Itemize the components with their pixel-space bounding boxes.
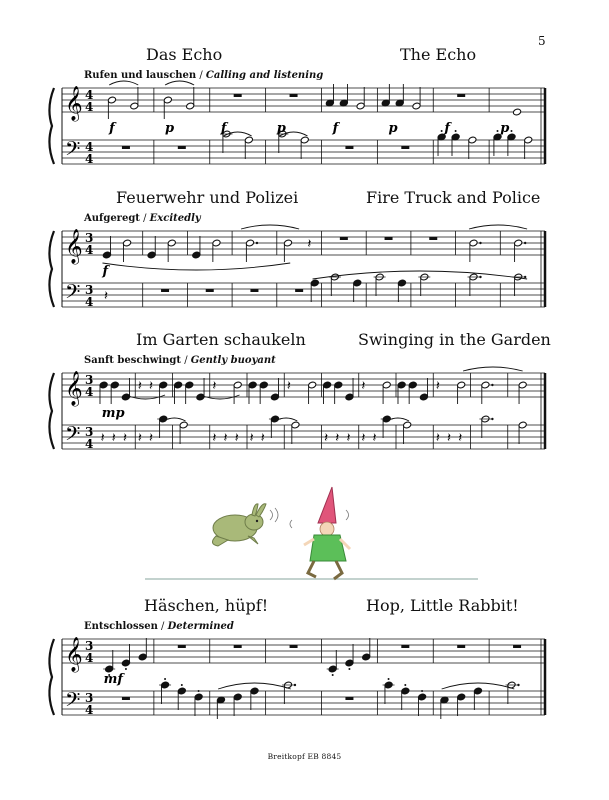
- slur: [463, 367, 523, 371]
- time-signature-top: 4: [85, 140, 94, 154]
- dynamic-marking: p: [388, 121, 398, 136]
- whole-rest: [401, 645, 409, 648]
- staccato-dot: [510, 130, 512, 132]
- time-signature-top: 3: [85, 231, 94, 245]
- slur: [241, 225, 299, 229]
- augmentation-dot: [524, 242, 526, 244]
- quarter-rest: 𝄽: [458, 431, 463, 446]
- whole-rest: [429, 237, 437, 240]
- augmentation-dot: [479, 242, 481, 244]
- whole-rest: [401, 146, 409, 149]
- augmentation-dot: [491, 384, 493, 386]
- whole-rest: [340, 237, 348, 240]
- whole-rest: [290, 94, 298, 97]
- whole-rest: [513, 645, 521, 648]
- augmentation-dot: [256, 242, 258, 244]
- staccato-dot: [388, 678, 390, 680]
- treble-clef: 𝄞: [65, 371, 83, 406]
- brace: [49, 639, 54, 715]
- augmentation-dot: [479, 276, 481, 278]
- bass-clef: 𝄢: [65, 422, 81, 450]
- staccato-dot: [164, 678, 166, 680]
- publisher-footer: Breitkopf EB 8845: [267, 752, 342, 761]
- whole-rest: [457, 645, 465, 648]
- piece-title-de: Im Garten schaukeln: [136, 330, 306, 349]
- grand-staff: [49, 225, 545, 309]
- quarter-rest: 𝄽: [149, 431, 153, 446]
- quarter-rest: 𝄽: [137, 379, 142, 394]
- tempo-marking: Rufen und lauschen / Calling and listening: [84, 70, 324, 81]
- staccato-dot: [404, 684, 406, 686]
- quarter-rest: 𝄽: [286, 379, 291, 394]
- whole-rest: [178, 645, 186, 648]
- time-signature-bottom: 4: [85, 243, 94, 257]
- dynamic-marking: f: [102, 264, 109, 279]
- quarter-rest: 𝄽: [361, 431, 366, 446]
- slur: [313, 271, 528, 279]
- bass-clef: 𝄢: [65, 688, 81, 716]
- brace: [49, 88, 54, 164]
- dynamic-marking: mp: [101, 406, 125, 421]
- quarter-rest: 𝄽: [149, 379, 153, 394]
- grand-staff: [49, 81, 545, 166]
- treble-clef: 𝄞: [65, 86, 83, 121]
- staccato-dot: [125, 668, 127, 670]
- time-signature-top: 4: [85, 88, 94, 102]
- page-number: 5: [538, 34, 546, 48]
- time-signature-bottom: 4: [85, 703, 94, 717]
- whole-rest: [290, 645, 298, 648]
- tempo-marking: Aufgeregt / Excitedly: [84, 213, 201, 224]
- whole-rest: [385, 237, 393, 240]
- quarter-rest: 𝄽: [335, 431, 340, 446]
- whole-rest: [345, 697, 353, 700]
- slur: [165, 81, 194, 85]
- whole-rest: [250, 289, 258, 292]
- time-signature-bottom: 4: [85, 651, 94, 665]
- whole-rest: [122, 146, 130, 149]
- tempo-marking: Sanft beschwingt / Gently buoyant: [84, 355, 276, 366]
- quarter-rest: 𝄽: [137, 431, 142, 446]
- augmentation-dot: [294, 684, 296, 686]
- treble-clef: 𝄞: [65, 229, 83, 264]
- grand-staff: [49, 637, 545, 719]
- quarter-rest: 𝄽: [435, 431, 440, 446]
- quarter-rest: 𝄽: [122, 431, 127, 446]
- music-system-3: [0, 365, 609, 465]
- staccato-dot: [455, 130, 457, 132]
- bass-clef: 𝄢: [65, 280, 81, 308]
- piece-title-de: Das Echo: [146, 45, 223, 64]
- quarter-rest: 𝄽: [223, 431, 228, 446]
- whole-rest: [206, 289, 214, 292]
- quarter-rest: 𝄽: [361, 379, 366, 394]
- quarter-rest: 𝄽: [260, 431, 265, 446]
- whole-rest: [345, 146, 353, 149]
- brace: [49, 373, 54, 449]
- quarter-rest: 𝄽: [346, 431, 351, 446]
- time-signature-bottom: 4: [85, 385, 94, 399]
- dynamic-marking: f: [444, 121, 451, 136]
- time-signature-bottom: 4: [85, 295, 94, 309]
- time-signature-top: 3: [85, 425, 94, 439]
- music-system-4: [0, 631, 609, 731]
- grand-staff: [49, 367, 545, 451]
- staccato-dot: [332, 674, 334, 676]
- staccato-dot: [497, 130, 499, 132]
- quarter-rest: 𝄽: [100, 431, 105, 446]
- whole-rest: [122, 697, 130, 700]
- piece-title-en: Swinging in the Garden: [358, 330, 551, 349]
- time-signature-top: 3: [85, 639, 94, 653]
- tempo-marking: Entschlossen / Determined: [84, 621, 234, 632]
- dynamic-marking: p: [276, 121, 286, 136]
- dynamic-marking: p: [165, 121, 175, 136]
- time-signature-top: 3: [85, 283, 94, 297]
- staccato-dot: [348, 668, 350, 670]
- dynamic-marking: mf: [103, 672, 123, 687]
- staccato-dot: [421, 690, 423, 692]
- dynamic-marking: p: [500, 121, 510, 136]
- quarter-rest: 𝄽: [212, 379, 217, 394]
- quarter-rest: 𝄽: [103, 289, 108, 304]
- augmentation-dot: [491, 418, 493, 420]
- piece-title-de: Häschen, hüpf!: [144, 596, 269, 615]
- augmentation-dot: [517, 684, 519, 686]
- whole-rest: [457, 94, 465, 97]
- quarter-rest: 𝄽: [372, 431, 377, 446]
- time-signature-top: 3: [85, 373, 94, 387]
- quarter-rest: 𝄽: [324, 431, 329, 446]
- staccato-dot: [441, 130, 443, 132]
- brace: [49, 231, 54, 307]
- whole-rest: [234, 94, 242, 97]
- staccato-dot: [198, 690, 200, 692]
- gnome-illustration: [304, 487, 350, 579]
- quarter-rest: 𝄽: [447, 431, 451, 446]
- rabbit-and-gnome-illustration: [140, 480, 480, 585]
- piece-title-en: Fire Truck and Police: [366, 188, 541, 207]
- dynamic-marking: f: [332, 121, 339, 136]
- time-signature-bottom: 4: [85, 100, 94, 114]
- whole-rest: [178, 146, 186, 149]
- quarter-rest: 𝄽: [212, 431, 217, 446]
- augmentation-dot: [524, 276, 526, 278]
- quarter-rest: 𝄽: [111, 431, 116, 446]
- slur: [102, 263, 290, 270]
- piece-title-de: Feuerwehr und Polizei: [116, 188, 299, 207]
- whole-rest: [295, 289, 303, 292]
- music-system-2: [0, 223, 609, 323]
- piece-title-en: Hop, Little Rabbit!: [366, 596, 519, 615]
- dynamic-marking: f: [220, 121, 227, 136]
- piece-title-en: The Echo: [400, 45, 477, 64]
- time-signature-top: 3: [85, 691, 94, 705]
- quarter-rest: 𝄽: [234, 431, 239, 446]
- time-signature-bottom: 4: [85, 437, 94, 451]
- whole-rest: [234, 645, 242, 648]
- staccato-dot: [181, 684, 183, 686]
- rabbit-illustration: [212, 504, 266, 546]
- motion-lines: [270, 508, 349, 528]
- bass-clef: 𝄢: [65, 137, 81, 165]
- slur: [109, 81, 138, 85]
- quarter-rest: 𝄽: [435, 379, 440, 394]
- time-signature-bottom: 4: [85, 152, 94, 166]
- music-system-1: [0, 80, 609, 180]
- treble-clef: 𝄞: [65, 637, 83, 672]
- dynamic-marking: f: [109, 121, 115, 136]
- quarter-rest: 𝄽: [249, 431, 254, 446]
- quarter-rest: 𝄽: [307, 237, 312, 252]
- whole-rest: [161, 289, 169, 292]
- slur: [469, 225, 527, 229]
- half-note: [513, 108, 522, 116]
